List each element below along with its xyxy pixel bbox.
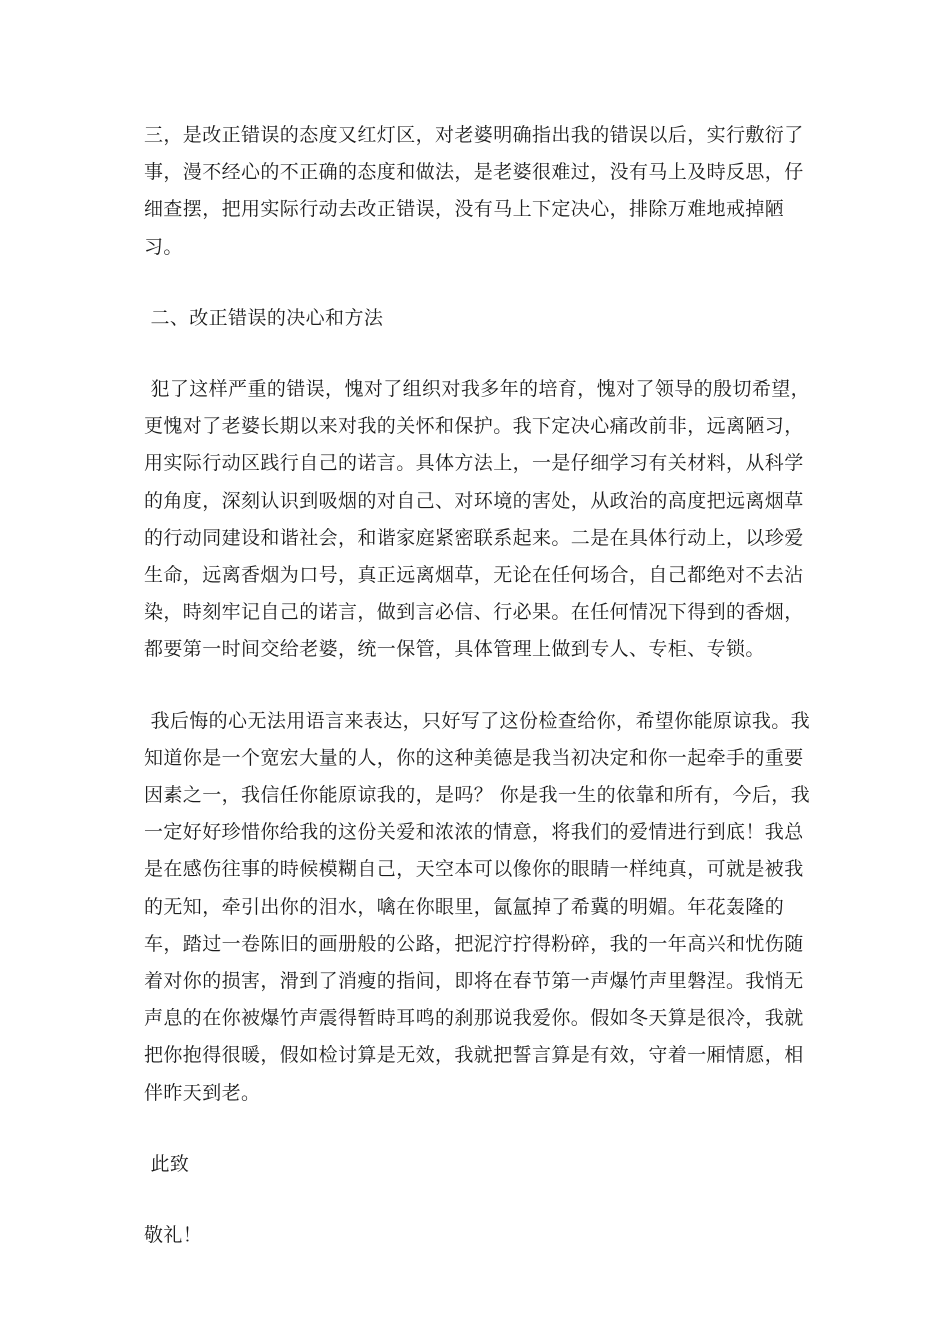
- paragraph-attitude: 三，是改正错误的态度又红灯区，对老婆明确指出我的错误以后，实行敷衍了事，漫不经心的不正确的态度和做法，是老婆很难过，没有马上及時反思，仔细查摆，把用实际行动去改正错误，没有马上下定决心，排除万难地戒掉陋习。: [144, 124, 804, 258]
- section-heading-resolution: 二、改正错误的决心和方法: [144, 306, 384, 329]
- paragraph-spacer: [144, 337, 814, 371]
- paragraph-apology: 我后悔的心无法用语言来表达，只好写了这份检查给你，希望你能原谅我。我知道你是一个宽宏大量的人，你的这种美德是我当初决定和你一起牵手的重要因素之一，我信任你能原谅我的，是吗？ 你是我一生的依靠和所有，今后，我一定好好珍惜你给我的这份关爱和浓浓的情意，将我们的爱情进行到底！我总是在感伤往事的時候模糊自己，天空本可以像你的眼睛一样纯真，可就是被我的无知，牵引出你的泪水，噙在你眼里，氤氲掉了希冀的明媚。年花轰隆的车，踏过一卷陈旧的画册般的公路，把泥泞拧得粉碎，我的一年高兴和忧伤随着对你的损害，滑到了消瘦的指间，即将在春节第一声爆竹声里磐涅。我悄无声息的在你被爆竹声震得暂時耳鸣的刹那说我爱你。假如冬天算是很冷，我就把你抱得很暖，假如检讨算是无效，我就把誓言算是有效，守着一厢情愿，相伴昨天到老。: [144, 709, 811, 1104]
- closing-regards: 敬礼！: [144, 1224, 203, 1247]
- closing-salutation: 此致: [144, 1152, 190, 1175]
- document-body: [144, 117, 814, 1254]
- paragraph-spacer: [144, 266, 814, 300]
- paragraph-spacer: [144, 1183, 814, 1217]
- paragraph-spacer: [144, 669, 814, 703]
- paragraph-methods: 犯了这样严重的错误，愧对了组织对我多年的培育，愧对了领导的殷切希望，更愧对了老婆长期以来对我的关怀和保护。我下定决心痛改前非，远离陋习，用实际行动区践行自己的诺言。具体方法上，一是仔细学习有关材料，从科学的角度，深刻认识到吸烟的对自己、对环境的害处，从政治的高度把远离烟草的行动同建设和谐社会，和谐家庭紧密联系起来。二是在具体行动上，以珍爱生命，远离香烟为口号，真正远离烟草，无论在任何场合，自己都绝对不去沾染，時刻牢记自己的诺言，做到言必信、行必果。在任何情况下得到的香烟，都要第一时间交给老婆，统一保管，具体管理上做到专人、专柜、专锁。: [144, 378, 811, 661]
- paragraph-spacer: [144, 1112, 814, 1146]
